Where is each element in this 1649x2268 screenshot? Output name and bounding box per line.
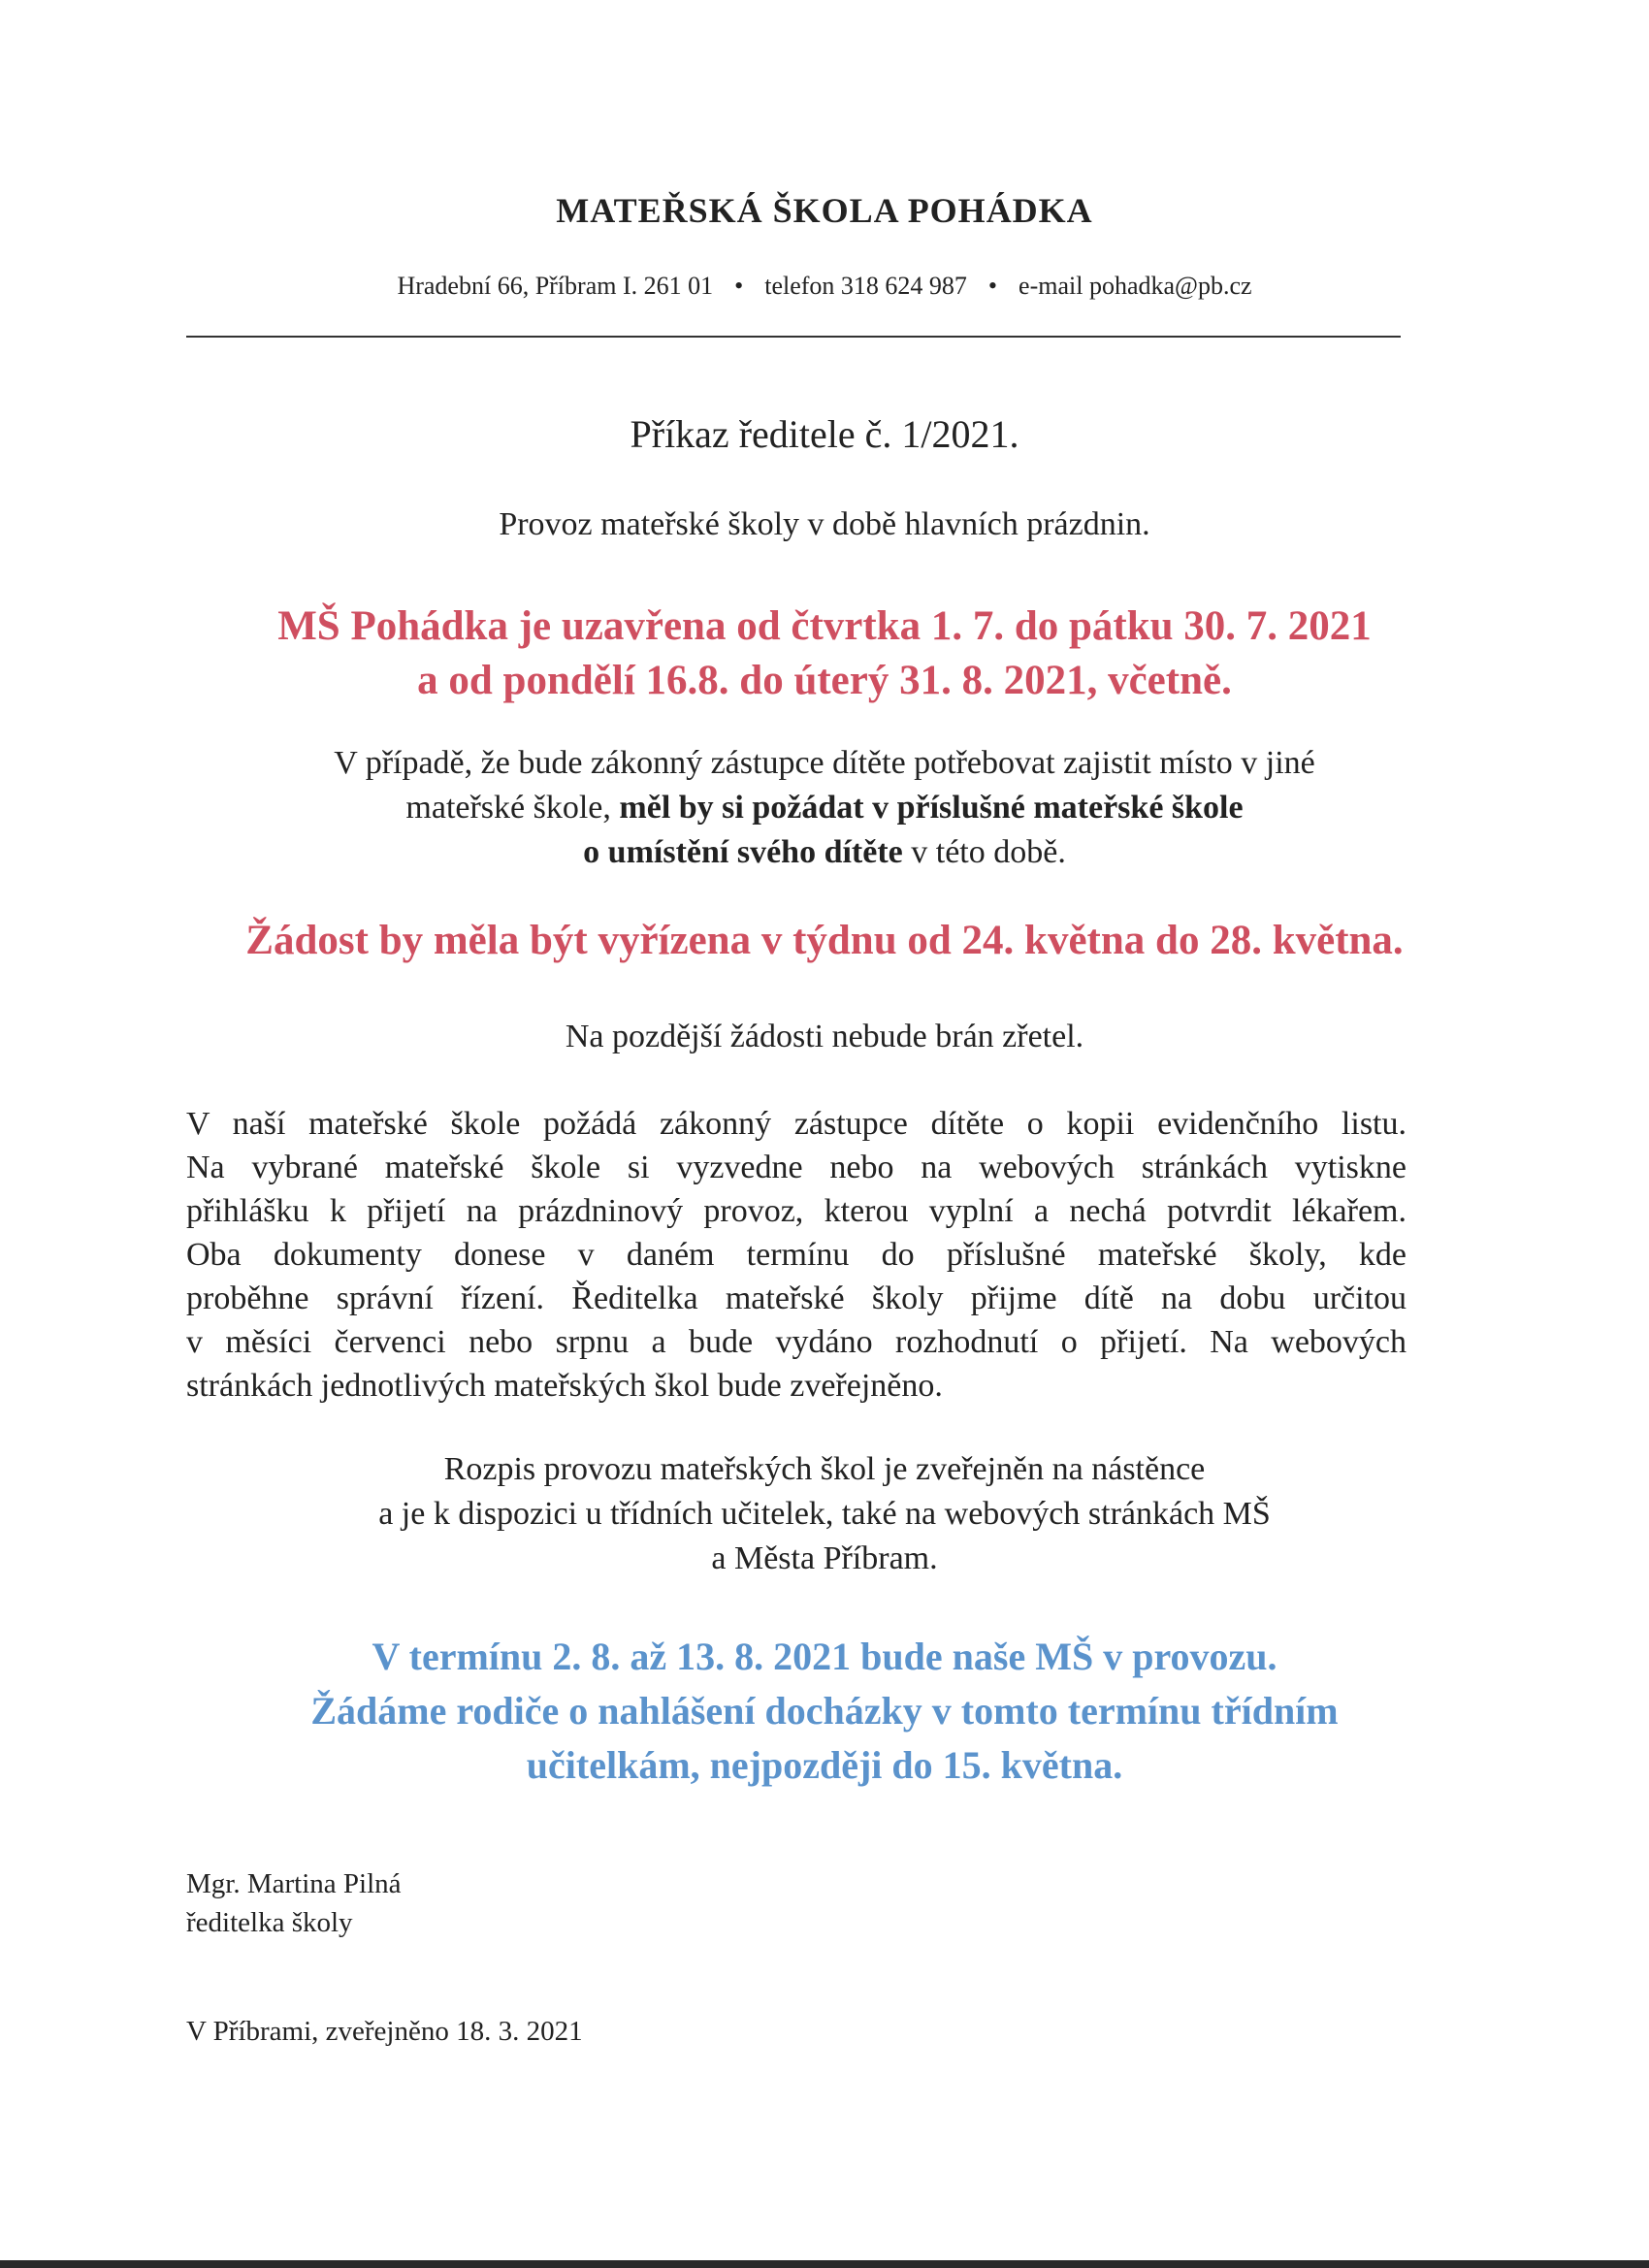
case-line-3-bold: o umístění svého dítěte bbox=[583, 834, 903, 870]
procedure-paragraph bbox=[186, 1102, 1406, 1408]
case-line-2 bbox=[0, 786, 1649, 830]
operation-line-3: učitelkám, nejpozději do 15. května. bbox=[526, 1743, 1123, 1787]
school-email: e-mail pohadka@pb.cz bbox=[1018, 272, 1252, 300]
case-line-2-bold: měl by si požádat v příslušné mateřské škole bbox=[619, 790, 1244, 826]
procedure-line: proběhne správní řízení. Ředitelka mateřské školy přijme dítě na dobu určitou bbox=[186, 1280, 1406, 1316]
schedule-line-1: Rozpis provozu mateřských škol je zveřejněn na nástěnce bbox=[443, 1451, 1206, 1487]
contact-line bbox=[0, 272, 1649, 301]
signatory-name: Mgr. Martina Pilná bbox=[186, 1868, 402, 1899]
case-line-2-text: mateřské škole, bbox=[405, 790, 620, 826]
procedure-line: Na vybrané mateřské škole si vyzvedne nebo na webových stránkách vytiskne bbox=[186, 1150, 1406, 1185]
school-phone: telefon 318 624 987 bbox=[764, 272, 967, 300]
school-name: MATEŘSKÁ ŠKOLA POHÁDKA bbox=[556, 191, 1093, 230]
header-divider bbox=[186, 336, 1401, 338]
bullet-separator: • bbox=[987, 272, 998, 300]
bullet-separator: • bbox=[734, 272, 744, 300]
operation-line-1: V termínu 2. 8. až 13. 8. 2021 bude naše MŠ v provozu. bbox=[372, 1635, 1277, 1678]
schedule-paragraph bbox=[0, 1447, 1649, 1581]
order-title: Příkaz ředitele č. 1/2021. bbox=[630, 412, 1019, 456]
school-address: Hradební 66, Příbram I. 261 01 bbox=[397, 272, 714, 300]
schedule-line-3: a Města Příbram. bbox=[711, 1540, 938, 1576]
operation-line-2: Žádáme rodiče o nahlášení docházky v tomto termínu třídním bbox=[310, 1689, 1339, 1733]
closure-notice bbox=[0, 599, 1649, 708]
procedure-line: přihlášku k přijetí na prázdninový provoz, kterou vyplní a nechá potvrdit lékařem. bbox=[186, 1193, 1406, 1229]
signatory-role: ředitelka školy bbox=[186, 1907, 353, 1938]
late-requests-note: Na pozdější žádosti nebude brán zřetel. bbox=[565, 1019, 1084, 1054]
publication-dateline: V Příbrami, zveřejněno 18. 3. 2021 bbox=[186, 2016, 583, 2047]
procedure-line: V naší mateřské škole požádá zákonný zástupce dítěte o kopii evidenčního listu. bbox=[186, 1106, 1406, 1142]
case-line-1: V případě, že bude zákonný zástupce dítěte potřebovat zajistit místo v jiné bbox=[334, 745, 1315, 781]
case-line-3 bbox=[0, 830, 1649, 875]
request-deadline: Žádost by měla být vyřízena v týdnu od 24. května do 28. května. bbox=[245, 918, 1404, 963]
closure-line-2: a od pondělí 16.8. do úterý 31. 8. 2021, včetně. bbox=[417, 658, 1232, 703]
signature-block bbox=[186, 1864, 402, 1942]
procedure-line: v měsíci červenci nebo srpnu a bude vydáno rozhodnutí o přijetí. Na webových bbox=[186, 1324, 1406, 1360]
procedure-line: stránkách jednotlivých mateřských škol bude zveřejněno. bbox=[186, 1368, 943, 1404]
alternate-school-paragraph bbox=[0, 741, 1649, 875]
closure-line-1: MŠ Pohádka je uzavřena od čtvrtka 1. 7. do pátku 30. 7. 2021 bbox=[277, 603, 1372, 649]
operation-notice bbox=[0, 1630, 1649, 1793]
schedule-line-2: a je k dispozici u třídních učitelek, také na webových stránkách MŠ bbox=[378, 1496, 1271, 1532]
scan-bottom-edge bbox=[0, 2260, 1649, 2268]
order-subtitle: Provoz mateřské školy v době hlavních prázdnin. bbox=[499, 506, 1150, 542]
procedure-line: Oba dokumenty donese v daném termínu do příslušné mateřské školy, kde bbox=[186, 1237, 1406, 1273]
case-line-3-text: v této době. bbox=[902, 834, 1066, 870]
